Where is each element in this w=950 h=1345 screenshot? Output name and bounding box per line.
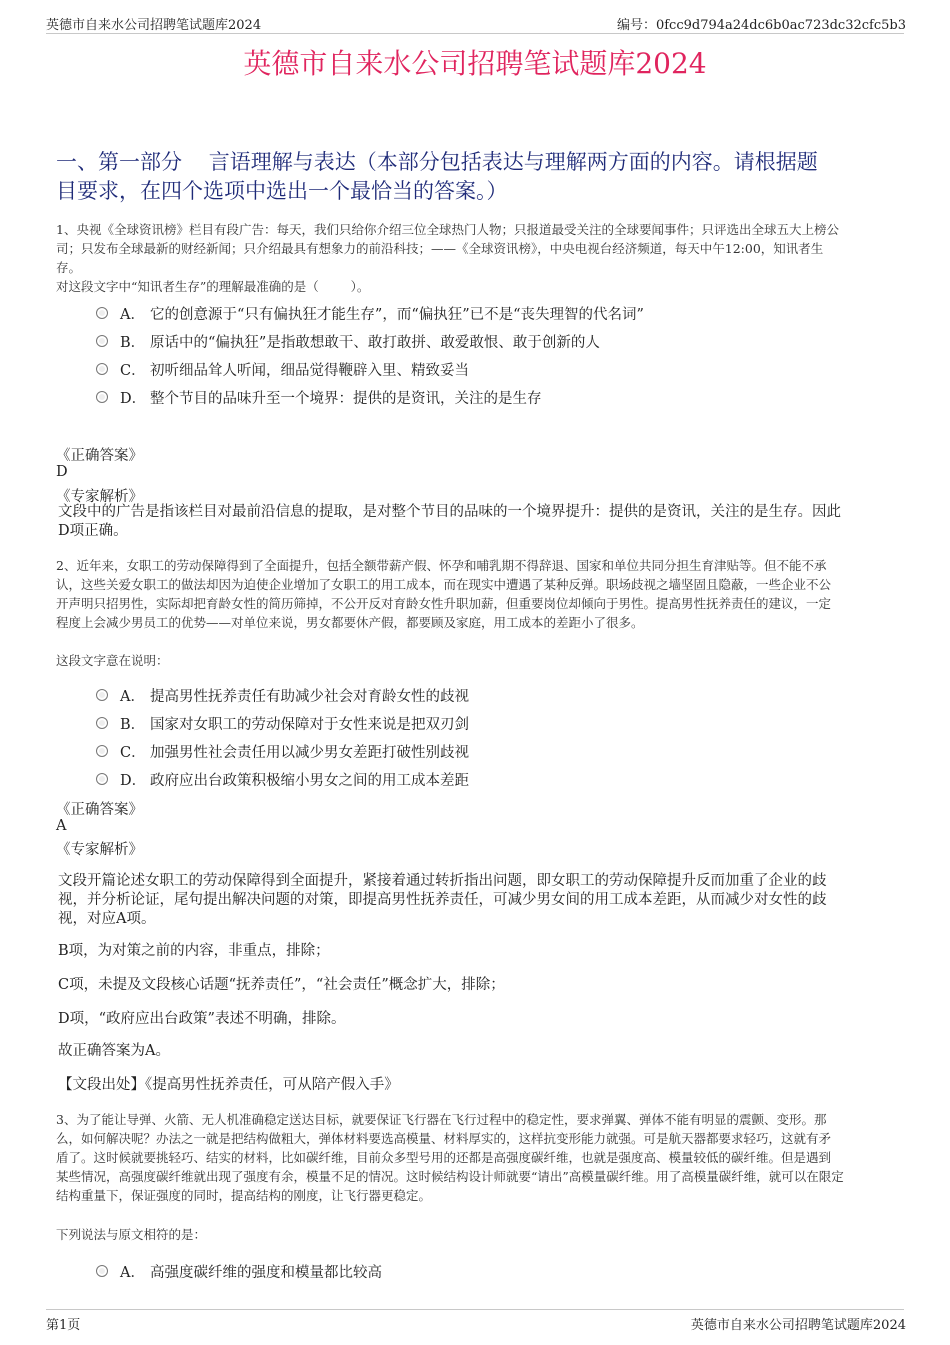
q1-stem-line: 司；只发布全球最新的财经新闻；只介绍最具有想象力的前沿科技；——《全球资讯榜》，中央电视台经济频道，每天中午12:00，知讯者生 [56, 241, 824, 256]
q2-analysis-heading: 《专家解析》 [56, 842, 143, 858]
q1-option-a[interactable] [96, 302, 644, 324]
q2-point-c: C项，未提及文段核心话题“抚养责任”，“社会责任”概念扩大，排除； [58, 977, 505, 993]
q1-stem [56, 220, 898, 296]
q3-stem [56, 1110, 898, 1205]
option-text: 整个节目的品味升至一个境界：提供的是资讯，关注的是生存 [150, 390, 542, 407]
option-label: A． [120, 1264, 145, 1281]
q1-analysis [58, 503, 896, 541]
q2-stem-line: 2、近年来，女职工的劳动保障得到了全面提升，包括全额带薪产假、怀孕和哺乳期不得辞退、国家和单位共同分担生育津贴等。但不能不承 [56, 558, 827, 573]
q3-stem-line: 3、为了能让导弹、火箭、无人机准确稳定送达目标，就要保证飞行器在飞行过程中的稳定性，要求弹翼、弹体不能有明显的震颤、变形。那 [56, 1112, 827, 1127]
q2-conclusion: 故正确答案为A。 [58, 1043, 170, 1059]
q1-answer-heading: 《正确答案》 [56, 448, 143, 464]
q2-source: 【文段出处】《提高男性抚养责任，可从陪产假入手》 [58, 1077, 399, 1093]
q1-analysis-line: 文段中的广告是指该栏目对最前沿信息的提取，是对整个节目的品味的一个境界提升：提供的是资讯，关注的是生存。因此 [58, 504, 841, 520]
q2-question: 这段文字意在说明： [56, 653, 169, 668]
option-label: A． [120, 306, 145, 323]
radio-icon[interactable] [96, 689, 108, 701]
option-text: 它的创意源于“只有偏执狂才能生存”，而“偏执狂”已不是“丧失理智的代名词” [150, 306, 644, 323]
q2-option-b[interactable] [96, 712, 469, 734]
q3-stem-line: 么，如何解决呢？办法之一就是把结构做粗大，弹体材料要选高模量、材料厚实的，这样抗变形能力就强。可是航天器都要求轻巧，这就有矛 [56, 1131, 832, 1146]
footer-page-number: 第1页 [46, 1318, 81, 1333]
q2-stem-line: 认，这些关爱女职工的做法却因为迫使企业增加了女职工的用工成本，而在现实中遭遇了某种反弹。职场歧视之墙坚固且隐蔽，一些企业不公 [56, 577, 832, 592]
option-label: C． [120, 362, 146, 379]
q2-analysis-line: 视，并分析论证，尾句提出解决问题的对策，即提高男性抚养责任，可减少男女间的用工成本差距，从而减少对女性的歧 [58, 892, 827, 908]
q2-point-d: D项，“政府应出台政策”表述不明确，排除。 [58, 1011, 346, 1027]
option-label: C． [120, 744, 146, 761]
radio-icon[interactable] [96, 335, 108, 347]
radio-icon[interactable] [96, 717, 108, 729]
header-doc-id: 编号：0fcc9d794a24dc6b0ac723dc32cfc5b3 [616, 18, 906, 33]
q3-option-a[interactable] [96, 1260, 382, 1282]
radio-icon[interactable] [96, 391, 108, 403]
option-text: 原话中的“偏执狂”是指敢想敢干、敢打敢拼、敢爱敢恨、敢于创新的人 [150, 334, 600, 351]
header-rule [46, 33, 904, 34]
option-text: 政府应出台政策积极缩小男女之间的用工成本差距 [150, 772, 469, 789]
section-heading-line-2: 目要求，在四个选项中选出一个最恰当的答案。） [56, 179, 508, 203]
q1-analysis-line: D项正确。 [58, 523, 128, 539]
q2-stem-line: 程度上会减少男员工的优势——对单位来说，男女都要休产假，都要顾及家庭，用工成本的差距小了很多。 [56, 615, 644, 630]
page-title: 英德市自来水公司招聘笔试题库2024 [243, 47, 707, 80]
q2-analysis-line: 文段开篇论述女职工的劳动保障得到全面提升，紧接着通过转折指出问题，即女职工的劳动保障提升反而加重了企业的歧 [58, 873, 827, 889]
q3-question: 下列说法与原文相符的是： [56, 1227, 207, 1242]
q1-answer: D [56, 464, 68, 480]
q2-analysis [58, 872, 896, 929]
q3-stem-line: 盾了。这时候就要挑轻巧、结实的材料，比如碳纤维，目前众多型号用的还都是高强度碳纤维，也就是强度高、模量较低的碳纤维。但是遇到 [56, 1150, 832, 1165]
q2-stem [56, 556, 898, 632]
option-text: 高强度碳纤维的强度和模量都比较高 [150, 1264, 382, 1281]
header-left: 英德市自来水公司招聘笔试题库2024 [46, 18, 262, 33]
q3-stem-line: 结构重量下，保证强度的同时，提高结构的刚度，让飞行器更稳定。 [56, 1188, 432, 1203]
footer-rule [46, 1309, 904, 1310]
q1-option-d[interactable] [96, 386, 542, 408]
radio-icon[interactable] [96, 745, 108, 757]
q1-option-b[interactable] [96, 330, 600, 352]
section-heading [56, 148, 906, 206]
option-text: 初听细品耸人听闻，细品觉得鞭辟入里、精致妥当 [150, 362, 469, 379]
option-label: B． [120, 716, 146, 733]
q1-stem-line: 存。 [56, 260, 82, 275]
q2-option-c[interactable] [96, 740, 469, 762]
option-label: B． [120, 334, 146, 351]
radio-icon[interactable] [96, 1265, 108, 1277]
q1-analysis-heading: 《专家解析》 [56, 489, 143, 505]
q2-analysis-line: 视，对应A项。 [58, 911, 156, 927]
option-text: 加强男性社会责任用以减少男女差距打破性别歧视 [150, 744, 469, 761]
q3-stem-line: 某些情况，高强度碳纤维就出现了强度有余，模量不足的情况。这时候结构设计师就要“请出”高模量碳纤维。用了高模量碳纤维，就可以在限定 [56, 1169, 844, 1184]
q2-answer-heading: 《正确答案》 [56, 802, 143, 818]
q1-stem-question: 对这段文字中“知讯者生存”的理解最准确的是（ ）。 [56, 279, 370, 294]
option-text: 国家对女职工的劳动保障对于女性来说是把双刃剑 [150, 716, 469, 733]
option-label: D． [120, 772, 147, 789]
q2-point-b: B项，为对策之前的内容，非重点，排除； [58, 943, 330, 959]
footer-right: 英德市自来水公司招聘笔试题库2024 [690, 1318, 906, 1333]
q2-stem-line: 开声明只招男性，实际却把育龄女性的简历筛掉，不公开反对育龄女性升职加薪，但重要岗位却倾向于男性。提高男性抚养责任的建议，一定 [56, 596, 832, 611]
q2-option-d[interactable] [96, 768, 469, 790]
radio-icon[interactable] [96, 307, 108, 319]
q1-stem-line: 1、央视《全球资讯榜》栏目有段广告：每天，我们只给你介绍三位全球热门人物；只报道最受关注的全球要闻事件；只评选出全球五大上榜公 [56, 222, 839, 237]
q2-option-a[interactable] [96, 684, 469, 706]
q1-option-c[interactable] [96, 358, 469, 380]
radio-icon[interactable] [96, 363, 108, 375]
radio-icon[interactable] [96, 773, 108, 785]
section-heading-line-1: 一、第一部分 言语理解与表达（本部分包括表达与理解两方面的内容。请根据题 [56, 150, 818, 174]
option-label: D． [120, 390, 147, 407]
option-label: A． [120, 688, 145, 705]
option-text: 提高男性抚养责任有助减少社会对育龄女性的歧视 [150, 688, 469, 705]
q2-answer: A [56, 818, 67, 834]
